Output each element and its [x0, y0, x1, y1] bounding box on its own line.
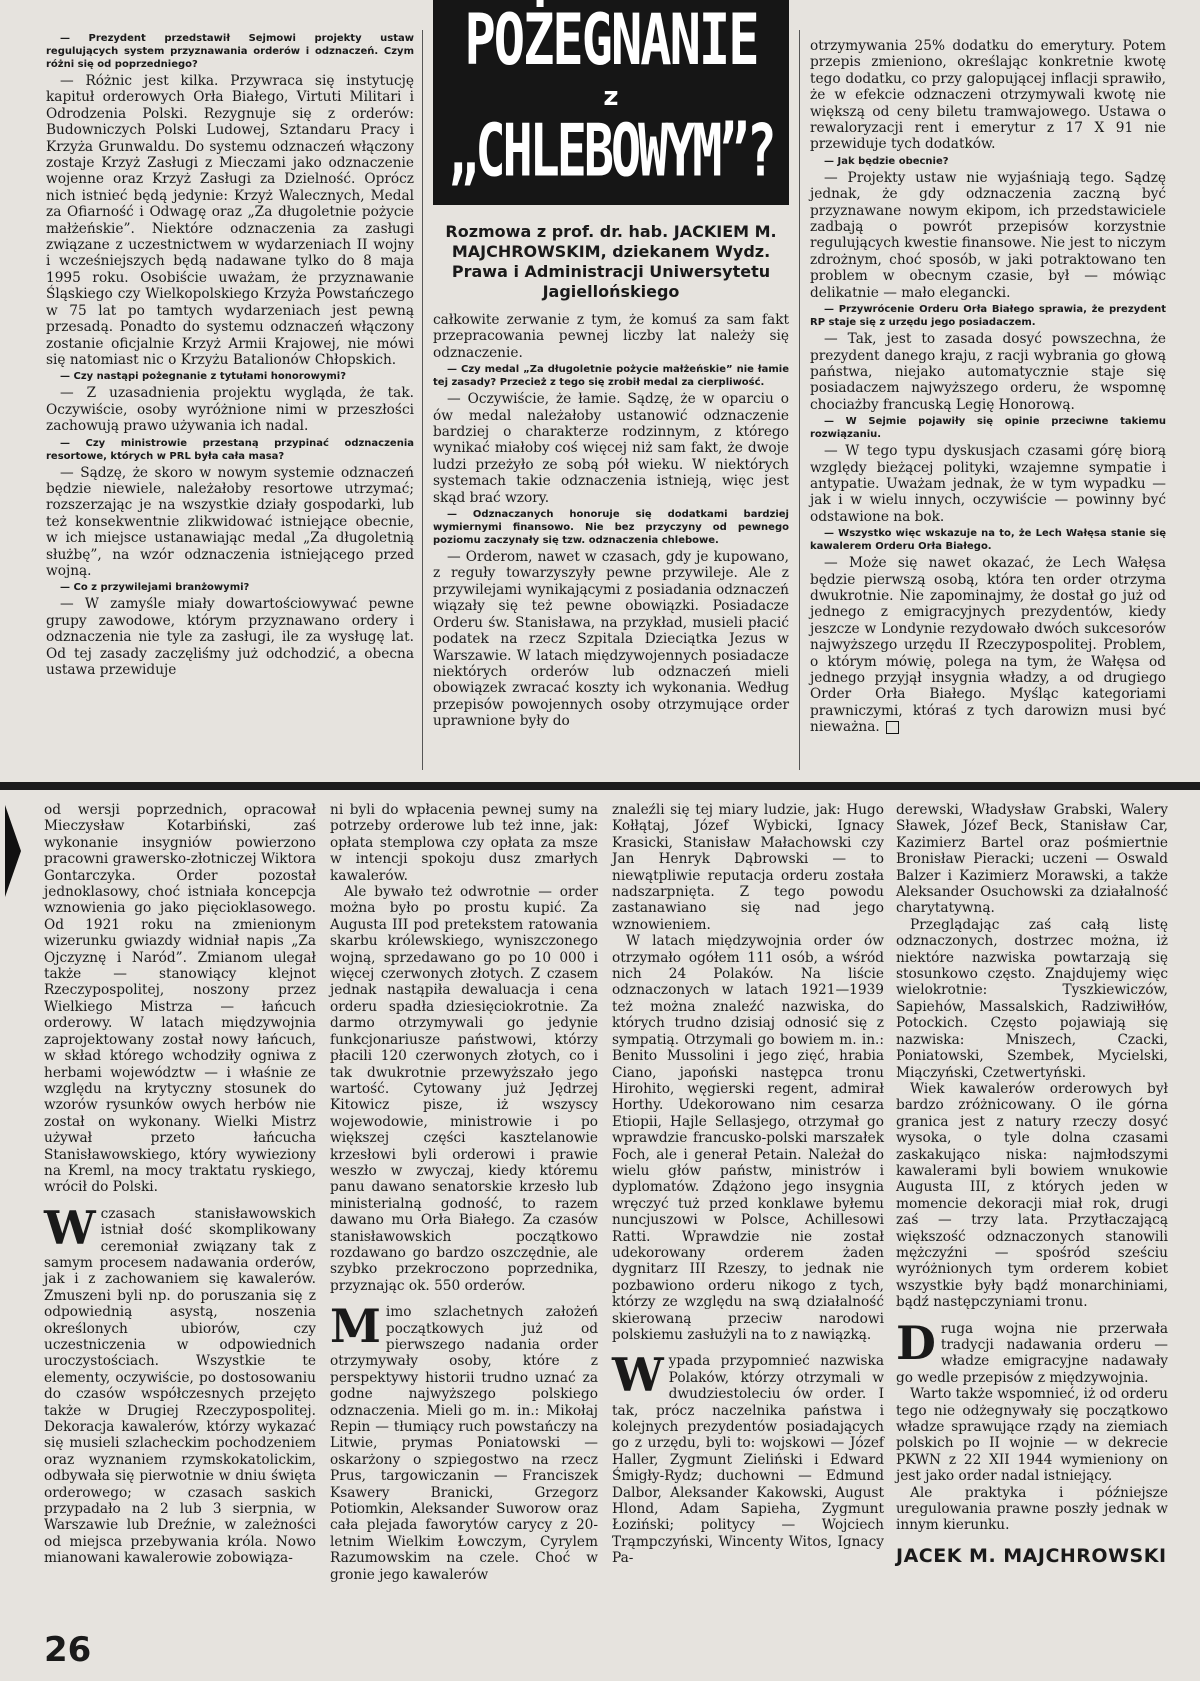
paragraph-text: derewski, Władysław Grabski, Walery Sławek, Józef Beck, Stanisław Car, Kazimierz Bartel oraz pośmiertnie Bronisław Pieracki; uczeni — Oswald Balzer i Kazimierz Morawski, a także Aleksander Osuchowski za działalność charytatywną.: [896, 802, 1168, 917]
interview-question: [810, 415, 1166, 441]
drop-cap: M: [330, 1299, 381, 1354]
paragraph-text: — Co z przywilejami branżowymi?: [60, 582, 250, 594]
paragraph-text: — W Sejmie pojawiły się opinie przeciwne takiemu rozwiązaniu.: [810, 416, 1166, 441]
headline-line-1: POŻEGNANIE: [464, 0, 758, 82]
headline-line-3: „CHLEBOWYM”?: [448, 108, 774, 193]
interview-question: [46, 581, 414, 594]
paragraph-text: — Projekty ustaw nie wyjaśniają tego. Sądzę jednak, że gdy odznaczenia zaczną być przyznawane nowym ekipom, ich przedstawiciele zadbają o powrót przepisów korzystnie regulujących kwestie finansowe. Nie jest to niczym zdrożnym, choć sposób, w jaki potraktowano ten problem w obecnym czasie, był — mówiąc delikatnie — mało elegancki.: [810, 169, 1166, 301]
paragraph-text: Ale bywało też odwrotnie — order można było po prostu kupić. Za Augusta III pod pretekstem ratowania skarbu królewskiego, wyniszczonego wojną, sprzedawano go po 10 000 i więcej czerwonych złotych. Z czasem jednak nastąpiła dewaluacja i cena orderu spadła dziesięciokrotnie. Za darmo otrzymywali go jedynie funkcjonariusze państwowi, którzy płacili 120 czerwonych złotych, co i tak dwukrotnie przewyższało jego wartość. Cytowany już Jędrzej Kitowicz pisze, iż wszyscy wojewodowie, ministrowie i po większej części kasztelanowie krzesłowi byli orderowi i prawie weszło w zwyczaj, kiedy któremu panu dawano senatorskie krzesło lub ministerialną godność, to razem dawano mu Orła Białego. Za czasów stanisławowskich początkowo rozdawano go bardzo oszczędnie, ale szybko przekroczono poprzednika, przyznając ok. 550 orderów.: [330, 884, 598, 1294]
paragraph: [896, 917, 1168, 1081]
paragraph: [810, 170, 1166, 301]
interview-column-3: [810, 38, 1166, 736]
paragraph-text: ypada przypomnieć nazwiska Polaków, którzy otrzymali w dwudziestoleciu ów order. I tak, prócz naczelnika państwa i kolejnych prezydentów posiadających go z urzędu, byli to: wojskowi — Józef Haller, Zygmunt Zieliński i Edward Śmigły-Rydz; duchowni — Edmund Dalbor, Aleksander Kakowski, August Hlond, Adam Sapieha, Zygmunt Łoziński; politycy — Wojciech Trąmpczyński, Wincenty Witos, Ignacy Pa-: [612, 1353, 884, 1567]
paragraph-text: ruga wojna nie przerwała tradycji nadawania orderu — władze emigracyjne nadawały go wedle przepisów z międzywojnia.: [896, 1320, 1168, 1386]
article-column-4: [896, 802, 1168, 1567]
paragraph: [46, 596, 414, 678]
paragraph-text: W latach międzywojnia order ów otrzymało ogółem 111 osób, a wśród nich 24 Polaków. Na liście odznaczonych w latach 1921—1939 też można znaleźć nazwiska, do których trudno dzisiaj odnosić się z sympatią. Otrzymali go bowiem m. in.: Benito Mussolini i jego zięć, hrabia Ciano, japoński następca tronu Hirohito, węgierski regent, admirał Horthy. Udekorowano nim cesarza Etiopii, Hajle Sellasjego, otrzymał go wprawdzie francusko-polski marszałek Foch, ale i generał Petain. Należał do wielu głów państw, ministrów i dyplomatów. Zdążono jego insygnia wręczyć tuż przed konklawe byłemu nuncjuszowi w Polsce, Achillesowi Ratti. Wprawdzie nie został udekorowany orderem żaden dygnitarz III Rzeszy, to jednak nie pozbawiono orderu nikogo z tych, którzy ze względu na swą działalność skierowaną przeciw narodowi polskiemu zasłużyli na to z nawiązką.: [612, 933, 884, 1343]
headline-box: [433, 0, 789, 205]
interview-question: [810, 527, 1166, 553]
page-number: 26: [44, 1630, 92, 1670]
paragraph: [896, 1081, 1168, 1311]
drop-cap: W: [44, 1200, 96, 1255]
paragraph-text: — Jak będzie obecnie?: [824, 155, 949, 167]
article-column-1: [44, 802, 316, 1567]
paragraph: [44, 1200, 316, 1567]
section-divider: [0, 782, 1200, 790]
paragraph: [612, 802, 884, 933]
paragraph-text: ni byli do wpłacenia pewnej sumy na potrzeby orderowe lub też inne, jak: opłata stemplowa czy opłata za msze w intencji spokoju dusz zmarłych kawalerów.: [330, 802, 598, 884]
interview-question: [433, 363, 789, 389]
paragraph: [330, 884, 598, 1294]
drop-cap: D: [896, 1315, 936, 1370]
interview-column-2: [433, 312, 789, 730]
paragraph-text: — Tak, jest to zasada dosyć powszechna, że prezydent danego kraju, z racji wybrania go głową państwa, niejako automatycznie staje się posiadaczem najwyższego orderu, że wspomnę chociażby francuską Legię Honorową.: [810, 331, 1166, 413]
paragraph-text: Ale praktyka i późniejsze uregulowania prawne poszły jednak w innym kierunku.: [896, 1484, 1168, 1534]
paragraph-text: Przeglądając zaś całą listę odznaczonych, dostrzec można, iż niektóre nazwiska powtarzają się stosunkowo często. Znajdujemy więc wielokrotnie: Tyszkiewiczów, Sapiehów, Massalskich, Radziwiłłów, Potockich. Często pojawiają się nazwiska: Mniszech, Czacki, Poniatowski, Szembek, Mycielski, Miączyński, Czetwertyński.: [896, 916, 1168, 1081]
interview-question: [810, 303, 1166, 329]
paragraph: [46, 385, 414, 434]
paragraph-text: czasach stanisławowskich istniał dość skomplikowany ceremoniał związany tak z samym procesem nadawania orderów, jak i z zachowaniem się kawalerów. Zmuszeni byli np. do poruszania się z odpowiednią asystą, noszenia określonych ubiorów, czy uczestniczenia w odpowiednich uroczystościach. Wszystkie te elementy, oczywiście, po dostosowaniu do czasów współczesnych przejęto także w Drugiej Rzeczypospolitej. Dekoracja kawalerów, którzy wykazać się musieli szlacheckim pochodzeniem oraz wyznaniem rzymskokatolickim, odbywała się pierwotnie w dniu święta orderowego; w czasach saskich przypadało na 2 lub 3 sierpnia, w Warszawie lub Dreźnie, w zależności od miejsca przebywania króla. Nowo mianowani kawalerowie zobowiąza-: [44, 1205, 316, 1567]
paragraph: [612, 1348, 884, 1567]
interview-question: [433, 508, 789, 547]
interview-column-1: [46, 30, 414, 678]
paragraph-text: — W zamyśle miały dowartościowywać pewne grupy zawodowe, którym przyznawano ordery i odznaczenia nie tyle za zasługi, ile za wysługę lat. Od tej zasady zaczęliśmy już odchodzić, a obecna ustawa przewiduje: [46, 596, 414, 678]
paragraph-text: — Czy nastąpi pożegnanie z tytułami honorowymi?: [60, 371, 346, 383]
article-column-2: [330, 802, 598, 1583]
article-column-3: [612, 802, 884, 1567]
end-square-icon: [886, 721, 899, 734]
paragraph: [46, 73, 414, 368]
paragraph: [810, 331, 1166, 413]
interview-question: [46, 32, 414, 71]
column-divider: [799, 30, 800, 770]
paragraph-text: — Prezydent przedstawił Sejmowi projekty ustaw regulujących system przyznawania orderów i odznaczeń. Czym różni się od poprzedniego?: [46, 33, 414, 70]
paragraph-text: — Oczywiście, że łamie. Sądzę, że w oparciu o ów medal należałoby ustanowić odznaczenie bardziej o charakterze rodzinnym, z którego wynikać miałoby coś więcej niż sam fakt, że dwoje ludzi przeżyło ze sobą pół wieku. W niektórych systemach takie odznaczenia istnieją, więc jest skąd brać wzory.: [433, 391, 789, 506]
paragraph: [433, 312, 789, 361]
paragraph-text: — Różnic jest kilka. Przywraca się instytucję kapituł orderowych Orła Białego, Virtuti Militari i Odrodzenia Polski. Rezygnuje się z orderów: Budowniczych Polski Ludowej, Sztandaru Pracy i Krzyża Grunwaldu. Do systemu odznaczeń włączony zostaje Krzyż Zasługi z Mieczami jako odznaczenie wojenne oraz Krzyż Zasługi za Dzielność. Oprócz nich istnieć będą jedynie: Krzyż Walecznych, Medal za Ofiarność i Odwagę oraz „Za długoletnie pożycie małżeńskie”. Niektóre odznaczenia za zasługi związane z uczestnictwem w wydarzeniach II wojny i wcześniejszych będą nadawane tylko do 8 maja 1995 roku. Osobiście uważam, że przyznawanie Śląskiego czy Wielkopolskiego Krzyża Powstańczego w 75 lat po tamtych wydarzeniach jest pewną przesadą. Ponadto do systemu odznaczeń włączony zostanie oficjalnie Krzyż Armii Krajowej, nie mówi się natomiast nic o Krzyżu Batalionów Chłopskich.: [46, 73, 414, 368]
paragraph: [433, 391, 789, 506]
paragraph-text: znaleźli się tej miary ludzie, jak: Hugo Kołłątaj, Józef Wybicki, Ignacy Krasicki, Stanisław Małachowski czy Jan Henryk Dąbrowski — to niewątpliwie reputacja orderu została nadszarpnięta. Z tego powodu zastanawiano się nad jego wznowieniem.: [612, 802, 884, 933]
paragraph: [896, 1485, 1168, 1534]
paragraph-text: — Z uzasadnienia projektu wygląda, że tak. Oczywiście, osoby wyróżnione nimi w przeszłości zachowują prawo używania ich nadal.: [46, 385, 414, 435]
paragraph: [330, 802, 598, 884]
paragraph-text: — Wszystko więc wskazuje na to, że Lech Wałęsa stanie się kawalerem Orderu Orła Białego.: [810, 528, 1166, 553]
paragraph-text: otrzymywania 25% dodatku do emerytury. Potem przepis zmieniono, określając konkretnie kwotę tego dodatku, co przy galopującej inflacji sprawiło, że w efekcie odznaczeni otrzymywali kwotę nie większą od ceny biletu tramwajowego. Ustawa o rewaloryzacji rent i emerytur z 17 X 91 nie przewiduje tych dodatków.: [810, 38, 1166, 153]
paragraph-text: całkowite zerwanie z tym, że komuś za sam fakt przepracowania pewnej liczby lat należy się odznaczenie.: [433, 312, 789, 361]
paragraph-text: od wersji poprzednich, opracował Mieczysław Kotarbiński, zaś wykonanie insygniów powierzono pracowni grawersko-złotniczej Wiktora Gontarczyka. Order pozostał jednoklasowy, choć istniała koncepcja wznowienia go jako pięcioklasowego. Od 1921 roku na zmienionym wizerunku gwiazdy widniał napis „Za Ojczyznę i Naród”. Zmianom ulegał także — stanowiący klejnot Rzeczypospolitej, noszony przez Wielkiego Mistrza — łańcuch orderowy. W latach międzywojnia zaprojektowany został nowy łańcuch, w skład którego wchodziły ogniwa z herbami województw — i właśnie ze względu na krytyczny stosunek do wzorów rysunków owych herbów nie został on wykonany. Wielki Mistrz używał przeto łańcucha Stanisławowskiego, który wywieziony na Kreml, na mocy traktatu ryskiego, wrócił do Polski.: [44, 802, 316, 1196]
interview-question: [810, 155, 1166, 168]
paragraph: [896, 1386, 1168, 1484]
interview-subtitle: Rozmowa z prof. dr. hab. JACKIEM M. MAJCHROWSKIM, dziekanem Wydz. Prawa i Administracji Uniwersytetu Jagiellońskiego: [445, 222, 777, 301]
drop-cap: W: [612, 1348, 664, 1403]
paragraph: [330, 1299, 598, 1583]
paragraph-text: — Orderom, nawet w czasach, gdy je kupowano, z reguły towarzyszyły pewne przywileje. Ale z przywilejami wynikającymi z posiadania odznaczeń wiązały się też pewne obowiązki. Posiadacze Orderu św. Stanisława, na przykład, musieli płacić podatek na rzecz Szpitala Dzieciątka Jezus w Warszawie. W latach międzywojennych posiadacze niektórych orderów lub odznaczeń mieli obowiązek zwracać koszty ich wykonania. Według przepisów powojennych osoby otrzymujące order uprawnione były do: [433, 549, 789, 730]
arrow-marker-icon: [5, 805, 21, 897]
paragraph-text: — Odznaczanych honoruje się dodatkami bardziej wymiernymi finansowo. Nie bez przyczyny od pewnego poziomu zaczynały się tzw. odznaczenia chlebowe.: [433, 509, 789, 547]
paragraph-text: — W tego typu dyskusjach czasami górę biorą względy bieżącej polityki, wzajemne sympatie i antypatie. Uważam jednak, że w tym wypadku — jak i w wielu innych, oczywiście — powinny być odstawione na bok.: [810, 443, 1166, 525]
paragraph-text: Warto także wspomnieć, iż od orderu tego nie odżegnywały się początkowo władze sprawujące rządy na ziemiach polskich po II wojnie — w dekrecie PKWN z 22 XII 1944 wymieniony on jest jako order nadal istniejący.: [896, 1386, 1168, 1485]
paragraph-text: imo szlachetnych założeń początkowych już od pierwszego nadania order otrzymywały osoby, które z perspektywy historii trudno uznać za godne najwyższego polskiego odznaczenia. Mieli go m. in.: Mikołaj Repin — tłumiący ruch powstańczy na Litwie, prymas Poniatowski — oskarżony o szpiegostwo na rzecz Prus, targowiczanin — Franciszek Ksawery Branicki, Grzegorz Potiomkin, Aleksander Suworow oraz cała plejada faworytów carycy z 20-letnim Wielkim Łowczym, Cyrylem Razumowskim na czele. Choć w gronie jego kawalerów: [330, 1304, 598, 1583]
paragraph: [896, 802, 1168, 917]
paragraph-text: Wiek kawalerów orderowych był bardzo zróżnicowany. O ile górna granica jest z natury rzeczy dosyć wysoka, o tyle dolna czasami zaskakująco niska: najmłodszymi kawalerami byli bowiem wnukowie Augusta III, z których jeden w momencie dekoracji miał rok, drugi zaś — trzy lata. Przytłaczającą większość odznaczonych stanowili mężczyźni — spośród sześciu wyróżnionych tym orderem kobiet wszystkie były bądź monarchiniami, bądź następczyniami tronu.: [896, 1080, 1168, 1311]
paragraph-text: — Może się nawet okazać, że Lech Wałęsa będzie pierwszą osobą, która ten order otrzyma dwukrotnie. Nie zapominajmy, że dostał go już od jednego z emigracyjnych prezydentów, kiedy jeszcze w Londynie rezydowało dwóch sukcesorów najwyższego urzędu II Rzeczypospolitej. Problem, o którym mówię, polega na tym, że Wałęsa od jednego przyjął insygnia władzy, a od drugiego Order Orła Białego. Myśląc kategoriami prawniczymi, któraś z tych darowizn musi być nieważna.: [810, 555, 1166, 736]
paragraph: [810, 555, 1166, 735]
column-divider: [422, 30, 423, 770]
headline-line-2: z: [603, 82, 619, 112]
interview-question: [46, 437, 414, 463]
paragraph: [46, 465, 414, 580]
paragraph: [433, 549, 789, 729]
paragraph: [810, 38, 1166, 153]
paragraph: [896, 1315, 1168, 1387]
author-signature: JACEK M. MAJCHROWSKI: [896, 1544, 1167, 1567]
paragraph: [44, 802, 316, 1196]
interview-question: [46, 370, 414, 383]
paragraph: [810, 443, 1166, 525]
paragraph: [612, 933, 884, 1343]
paragraph-text: — Sądzę, że skoro w nowym systemie odznaczeń będzie niewiele, należałoby resortowe utrzymać; rozszerzając je na wszystkie działy gospodarki, lub też konsekwentnie zlikwidować istniejące obecnie, w ich miejsce ustanawiając medal „Za długoletnią służbę”, na wzór odznaczenia istniejącego przed wojną.: [46, 464, 414, 579]
paragraph-text: — Czy ministrowie przestaną przypinać odznaczenia resortowe, których w PRL była cała masa?: [46, 437, 414, 462]
paragraph-text: — Czy medal „Za długoletnie pożycie małżeńskie” nie łamie tej zasady? Przecież z tego się zrobił medal za cierpliwość.: [433, 364, 789, 389]
paragraph-text: — Przywrócenie Orderu Orła Białego sprawia, że prezydent RP staje się z urzędu jego posiadaczem.: [810, 304, 1166, 329]
